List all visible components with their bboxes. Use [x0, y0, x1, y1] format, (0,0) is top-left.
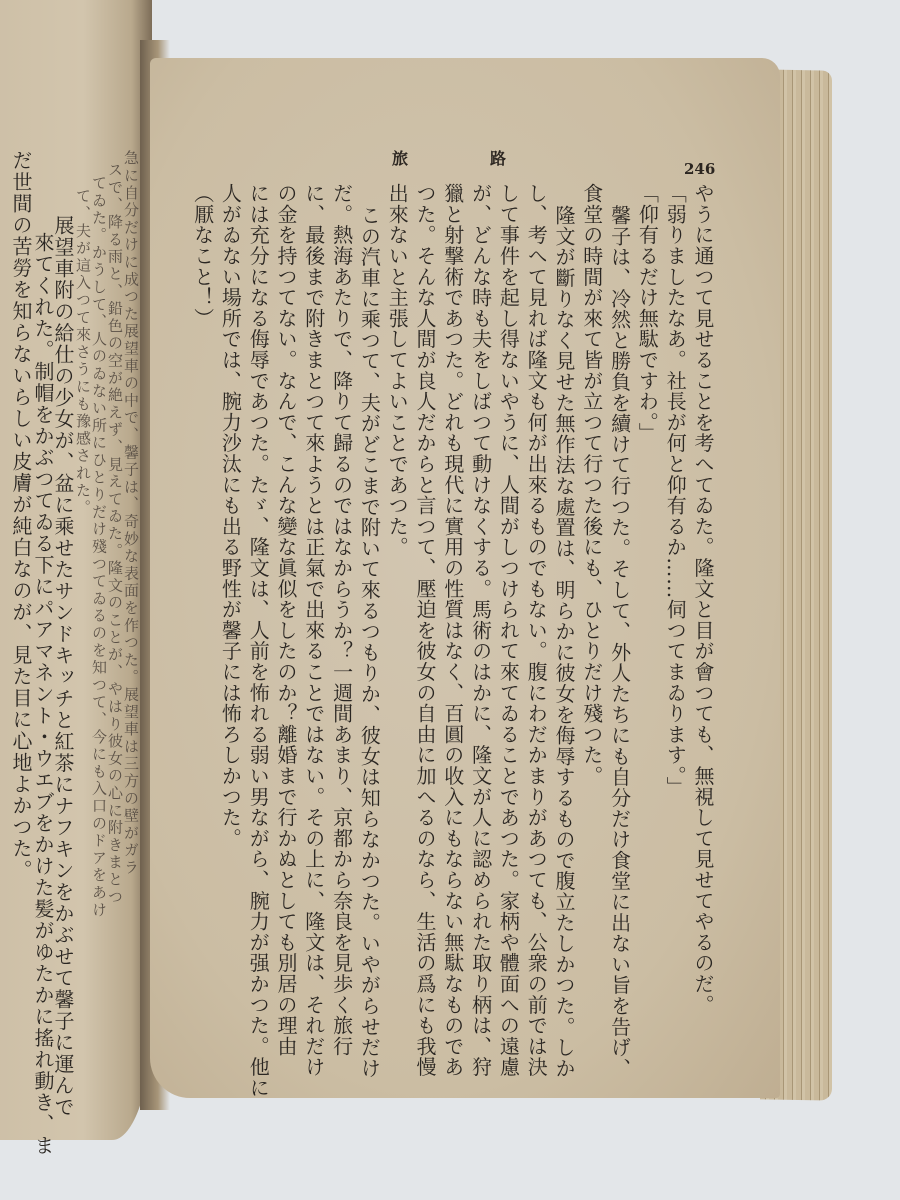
text-column: の金を持つてない。なんで、こんな變な眞似をしたのか？離婚まで行かぬとしても別居の理由 — [274, 183, 298, 1057]
text-column: 來てくれた。制帽をかぶつてゐる下にパアマネント・ウエブをかけた髪がゆたかに搖れ動き、ま — [31, 232, 55, 1157]
text-column: だ。熱海あたりで、降りて歸るのではなからうか？一週間あまり、京都から奈良を見歩く旅行 — [329, 183, 354, 1057]
text-column: 急に自分だけに成つた展望車の中で、馨子は、奇妙な表面を作つた。展望車は三方の壁がガラ — [122, 150, 140, 877]
text-column: （厭なこと！） — [190, 183, 215, 329]
text-column: して事件を起し得ないやうに、人間がしつけられて來てゐることであつた。家柄や體面への遠慮 — [496, 183, 521, 1078]
text-column: し、考へて見れば隆文も何が出來るものでもない。腹にわだかまりがあつても、公衆の前では決 — [524, 183, 549, 1078]
text-column: 「弱りましたなあ。社長が何と仰有るか……伺つてまゐります。」 — [663, 183, 688, 797]
text-column: つた。そんな人間が良人だからと言つて、壓迫を彼女の自由に加へるのなら、生活の爲にも我慢 — [413, 183, 437, 1078]
text-column: て、夫が這入つて來さうにも豫感された。 — [74, 188, 92, 517]
text-column: 隆文が斷りなく見せた無作法な處置は、明らかに彼女を侮辱するもので腹立たしかつた。しか — [552, 205, 576, 1079]
text-column: スで、降る雨と、鉛色の空が絶えず、見えてゐた。隆文のことが、やはり彼女の心に附きまとつ — [106, 162, 124, 906]
running-title: 旅路 — [392, 149, 589, 168]
text-column: 獵と射撃術であつた。どれも現代に實用の性質はなく、百圓の收入にもならない無駄なものであ — [440, 183, 465, 1078]
text-column: 馨子は、冷然と勝負を續けて行つた。そして、外人たちにも自分だけ食堂に出ない旨を告げ、 — [607, 205, 632, 1079]
text-column: 人がゐない場所では、腕力沙汰にも出る野性が馨子には怖ろしかつた。 — [218, 183, 243, 849]
text-column: 「仰有るだけ無駄ですわ。」 — [635, 183, 660, 444]
text-column: てゐた。かうして、人のゐない所にひとりだけ殘つてゐるのを知つて、今にも入口のドアをあけ — [90, 175, 108, 919]
text-column: 食堂の時間が來て皆が立つて行つた後にも、ひとりだけ殘つた。 — [579, 183, 604, 787]
text-column: には充分になる侮辱であつた。たゞ、隆文は、人前を怖れる弱い男ながら、腕力が强かつた。他に — [246, 183, 271, 1099]
text-column: が、どんな時も夫をしばつて動けなくする。馬術のはかに、隆文が人に認められた取り柄は、狩 — [468, 183, 493, 1078]
text-column: 展望車附の給仕の少女が、盆に乘せたサンドキッチと紅茶にナフキンをかぶせて馨子に運んで — [51, 215, 75, 1118]
text-column: に、最後まで附きまとつて來ようとは正氣で出來ることではない。その上に、隆文は、それだけ — [301, 183, 326, 1078]
text-column: だ世間の苦勞を知らないらしい皮膚が純白なのが、見た目に心地よかつた。 — [9, 150, 33, 881]
text-column: この汽車に乘つて、夫がどこまで附いて來るつもりか、彼女は知らなかつた。いやがらせだけ — [357, 205, 382, 1079]
text-column: やうに通つて見せることを考へてゐた。隆文と目が會つても、無視して見せてやるのだ。 — [691, 183, 715, 1015]
page-number: 246 — [684, 160, 716, 178]
text-column: 出來ないと主張してよいことであつた。 — [385, 183, 410, 558]
